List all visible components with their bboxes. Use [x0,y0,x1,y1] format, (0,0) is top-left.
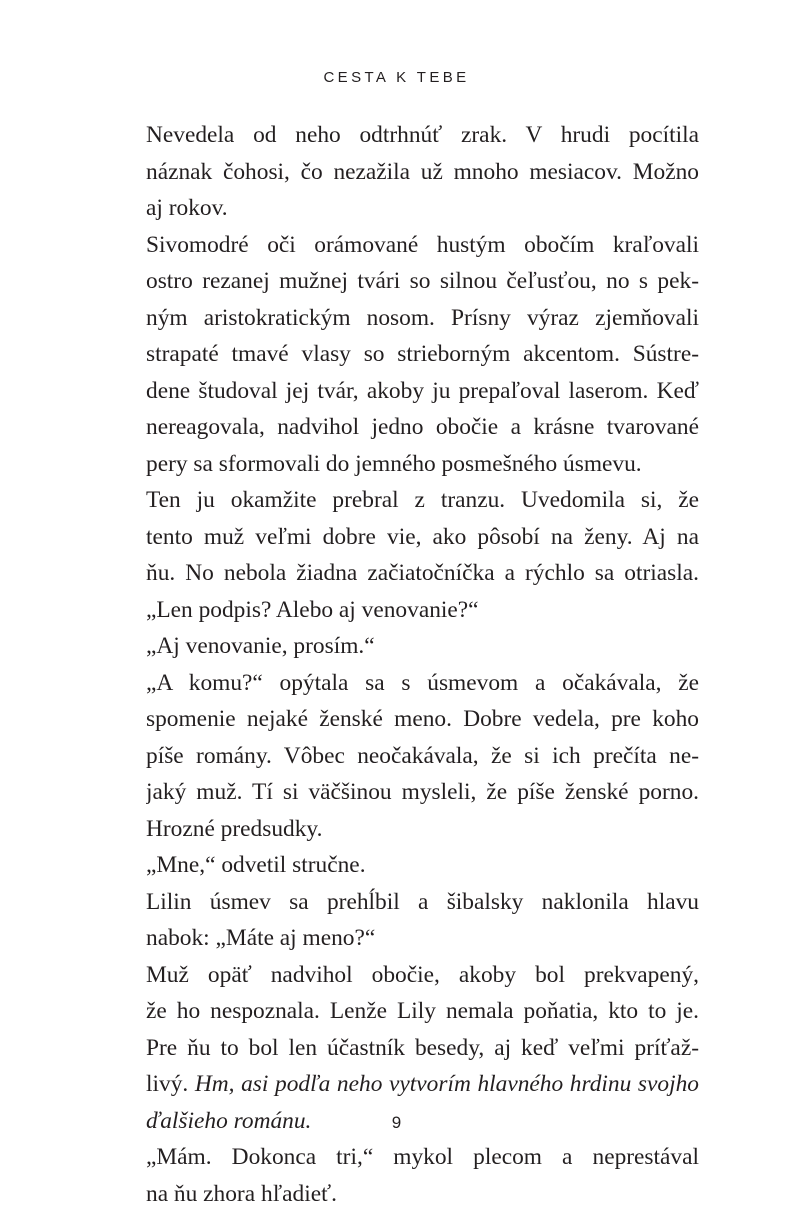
text-span: livý. [146,1071,195,1097]
text-line: Pre ňu to bol len účastník besedy, aj keď veľmi príťaž- [146,1030,699,1067]
text-line: pery sa sformovali do jemného posmešného úsmevu. [146,446,699,483]
running-head: CESTA K TEBE [0,68,793,88]
text-line: ďalšieho románu. [146,1103,699,1140]
body-text [146,117,699,1212]
text-line: „Mne,“ odvetil stručne. [146,847,699,884]
text-line-mixed [146,1066,699,1103]
text-line: „Aj venovanie, prosím.“ [146,628,699,665]
text-line: ňu. No nebola žiadna začiatočníčka a rýchlo sa otriasla. [146,555,699,592]
text-line: Lilin úsmev sa prehĺbil a šibalsky naklonila hlavu [146,884,699,921]
text-line: na ňu zhora hľadieť. [146,1176,699,1212]
text-line: aj rokov. [146,190,699,227]
page-number: 9 [0,1112,793,1134]
text-line: dene študoval jej tvár, akoby ju prepaľoval laserom. Keď [146,373,699,410]
text-line: píše romány. Vôbec neočakávala, že si ich prečíta ne- [146,738,699,775]
text-line: Nevedela od neho odtrhnúť zrak. V hrudi pocítila [146,117,699,154]
text-line: spomenie nejaké ženské meno. Dobre vedela, pre koho [146,701,699,738]
text-line: Ten ju okamžite prebral z tranzu. Uvedomila si, že [146,482,699,519]
text-line: nereagovala, nadvihol jedno obočie a krásne tvarované [146,409,699,446]
italic-thought: Hm, asi podľa neho vytvorím hlavného hrdinu svojho [195,1071,699,1097]
text-line: Hrozné predsudky. [146,811,699,848]
text-line: náznak čohosi, čo nezažila už mnoho mesiacov. Možno [146,154,699,191]
text-line: ostro rezanej mužnej tvári so silnou čeľusťou, no s pek- [146,263,699,300]
text-line: strapaté tmavé vlasy so strieborným akcentom. Sústre- [146,336,699,373]
text-line: ným aristokratickým nosom. Prísny výraz zjemňovali [146,300,699,337]
text-line: nabok: „Máte aj meno?“ [146,920,699,957]
text-line: že ho nespoznala. Lenže Lily nemala poňatia, kto to je. [146,993,699,1030]
text-line: „Len podpis? Alebo aj venovanie?“ [146,592,699,629]
text-line: jaký muž. Tí si väčšinou mysleli, že píše ženské porno. [146,774,699,811]
text-line: „A komu?“ opýtala sa s úsmevom a očakávala, že [146,665,699,702]
text-line: tento muž veľmi dobre vie, ako pôsobí na ženy. Aj na [146,519,699,556]
text-line: „Mám. Dokonca tri,“ mykol plecom a neprestával [146,1139,699,1176]
text-line: Sivomodré oči orámované hustým obočím kraľovali [146,227,699,264]
text-line: Muž opäť nadvihol obočie, akoby bol prekvapený, [146,957,699,994]
